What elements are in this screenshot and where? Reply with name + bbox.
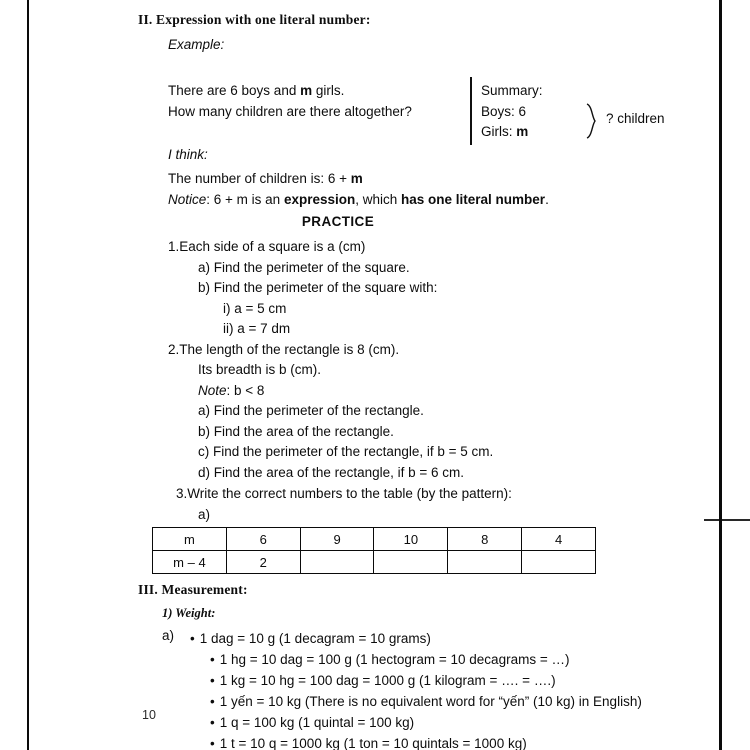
- weight-bullet: • 1 dag = 10 g (1 decagram = 10 grams): [190, 630, 431, 646]
- table-cell: 9: [300, 528, 374, 551]
- summary-result: ? children: [606, 111, 665, 127]
- table-cell: 8: [448, 528, 522, 551]
- example-statement: [168, 81, 458, 122]
- pattern-table-wrap: [152, 527, 718, 574]
- problem-2-part-a: a) Find the perimeter of the rectangle.: [198, 403, 424, 419]
- problem-2-note: Note: b < 8: [198, 382, 265, 398]
- summary-title: Summary:: [481, 83, 543, 99]
- page-number: 10: [142, 708, 156, 722]
- problem-3-stem: 3.Write the correct numbers to the table (by the pattern):: [176, 486, 512, 502]
- weight-bullet: • 1 yến = 10 kg (There is no equivalent word for “yến” (10 kg) in English): [210, 693, 642, 709]
- weight-bullet-text: 1 yến = 10 kg (There is no equivalent word for “yến” (10 kg) in English): [219, 693, 642, 709]
- right-arrow-icon: [704, 515, 750, 525]
- think-line: The number of children is: 6 + m: [168, 171, 363, 187]
- problem-2-part-b: b) Find the area of the rectangle.: [198, 423, 394, 439]
- measurement-item-a: [162, 628, 718, 750]
- problem-2: [168, 340, 718, 484]
- problem-1: [168, 237, 718, 340]
- table-cell: [374, 551, 448, 574]
- measurement-subheading: 1) Weight:: [162, 605, 216, 620]
- table-cell: 4: [522, 528, 596, 551]
- problem-3: [168, 484, 718, 525]
- weight-bullet: • 1 q = 100 kg (1 quintal = 100 kg): [210, 714, 415, 730]
- example-line-1: There are 6 boys and m girls.: [168, 83, 345, 99]
- measurement-item-label: a): [162, 627, 175, 643]
- example-vertical-divider: [470, 77, 472, 145]
- problem-1-part-b-i: i) a = 5 cm: [223, 300, 287, 316]
- weight-bullet: • 1 hg = 10 dag = 100 g (1 hectogram = 10 decagrams = …): [210, 651, 570, 667]
- summary-girls: Girls: m: [481, 124, 529, 140]
- table-row: [153, 551, 596, 574]
- table-cell: 2: [226, 551, 300, 574]
- page-content: [138, 12, 718, 750]
- weight-bullet-list: [190, 628, 718, 750]
- section-heading-measurement: III. Measurement:: [138, 582, 248, 598]
- table-cell: [448, 551, 522, 574]
- weight-bullet-text: 1 hg = 10 dag = 100 g (1 hectogram = 10 decagrams = …): [219, 651, 570, 667]
- example-label: Example:: [168, 37, 225, 53]
- table-cell: [522, 551, 596, 574]
- example-line-2: How many children are there altogether?: [168, 103, 412, 119]
- think-label: I think:: [168, 147, 208, 163]
- problem-1-part-b: b) Find the perimeter of the square with:: [198, 280, 438, 296]
- problem-2-stem: 2.The length of the rectangle is 8 (cm).: [168, 341, 400, 357]
- table-cell: m – 4: [153, 551, 227, 574]
- problem-3-part-a: a): [198, 506, 211, 522]
- practice-heading: PRACTICE: [301, 214, 375, 230]
- table-row: [153, 528, 596, 551]
- summary-boys: Boys: 6: [481, 103, 527, 119]
- weight-bullet-text: 1 dag = 10 g (1 decagram = 10 grams): [199, 630, 431, 646]
- scan-spine-line-right: [719, 0, 722, 750]
- weight-bullet-text: 1 q = 100 kg (1 quintal = 100 kg): [219, 714, 415, 730]
- weight-bullet-text: 1 t = 10 q = 1000 kg (1 ton = 10 quintals = 1000 kg): [219, 735, 527, 750]
- example-block: [168, 59, 718, 147]
- summary-block: [481, 81, 591, 143]
- problem-1-part-b-ii: ii) a = 7 dm: [223, 321, 291, 337]
- weight-bullet-text: 1 kg = 10 hg = 100 dag = 1000 g (1 kilogram = …. = ….): [219, 672, 556, 688]
- problem-2-part-c: c) Find the perimeter of the rectangle, if b = 5 cm.: [198, 444, 494, 460]
- weight-bullet: • 1 kg = 10 hg = 100 dag = 1000 g (1 kilogram = …. = ….): [210, 672, 556, 688]
- problem-1-stem: 1.Each side of a square is a (cm): [168, 239, 366, 255]
- table-cell: 6: [226, 528, 300, 551]
- curly-brace-icon: [586, 103, 597, 139]
- weight-bullet: • 1 t = 10 q = 1000 kg (1 ton = 10 quintals = 1000 kg): [210, 735, 527, 750]
- table-cell: m: [153, 528, 227, 551]
- problem-2-part-d: d) Find the area of the rectangle, if b = 6 cm.: [198, 464, 465, 480]
- section-heading-expression: II. Expression with one literal number:: [138, 12, 371, 27]
- scan-spine-line-left: [27, 0, 29, 750]
- pattern-table: [152, 527, 596, 574]
- table-cell: 10: [374, 528, 448, 551]
- table-cell: [300, 551, 374, 574]
- problem-2-breadth: Its breadth is b (cm).: [198, 362, 322, 378]
- problem-1-part-a: a) Find the perimeter of the square.: [198, 259, 410, 275]
- notice-line: Notice: 6 + m is an expression, which has one literal number.: [168, 191, 549, 207]
